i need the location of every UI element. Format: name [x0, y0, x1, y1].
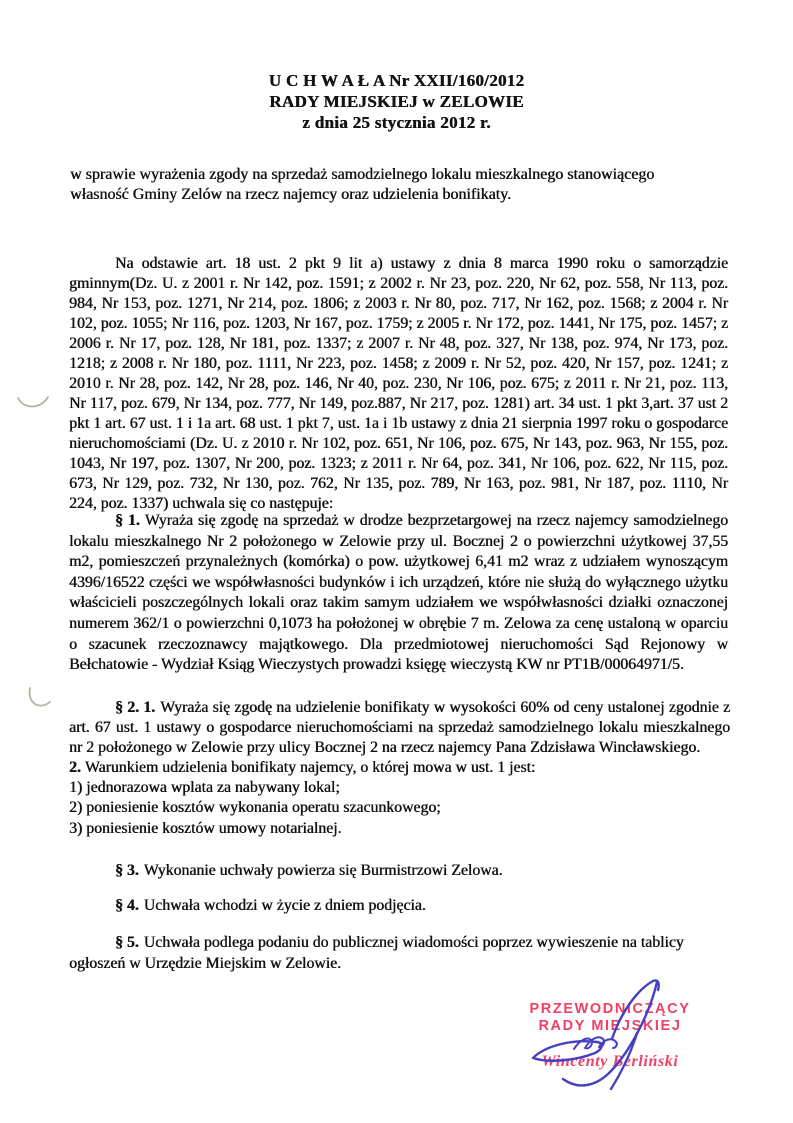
subject-paragraph: w sprawie wyrażenia zgody na sprzedaż samodzielnego lokalu mieszkalnego stanowiącego własność Gminy Zelów na rzecz najemcy oraz udzielenia bonifikaty. [70, 166, 655, 203]
stamp-title-line1: PRZEWODNICZĄCY [529, 1001, 691, 1017]
section-4-marker: § 4. [115, 897, 139, 914]
chairman-name-stamp: Wincenty Berliński [541, 1053, 679, 1070]
resolution-number: U C H W A Ł A Nr XXII/160/2012 [268, 71, 525, 90]
condition-item-3: 3) poniesienie kosztów umowy notarialnej. [69, 819, 342, 837]
resolution-date: z dnia 25 stycznia 2012 r. [302, 113, 491, 132]
condition-item-2: 2) poniesienie kosztów wykonania operatu szacunkowego; [69, 799, 441, 817]
handwritten-signature-ink [500, 960, 793, 1123]
scanner-mark-bottom [22, 685, 54, 711]
legal-basis-paragraph: Na odstawie art. 18 ust. 2 pkt 9 lit a) ustawy z dnia 8 marca 1990 roku o samorządzie gminnym(Dz. U. z 2001 r. Nr 142, poz. 1591; z 2002 r. Nr 23, poz. 220, Nr 62, poz. 558, Nr 113, poz. 984, Nr 153, poz. 1271, Nr 214, poz. 1806; z 2003 r. Nr 80, poz. 717, Nr 162, poz. 1568; z 2004 r. Nr 102, poz. 1055; Nr 116, poz. 1203, Nr 167, poz. 1759; z 2005 r. Nr 172, poz. 1441, Nr 175, poz. 1457; z 2006 r. Nr 17, poz. 128, Nr 181, poz. 1337; z 2007 r. Nr 48, poz. 327, Nr 138, poz. 974, Nr 173, poz. 1218; z 2008 r. Nr 180, poz. 1111, Nr 223, poz. 1458; z 2009 r. Nr 52, poz. 420, Nr 157, poz. 1241; z 2010 r. Nr 28, poz. 142, Nr 28, poz. 146, Nr 40, poz. 230, Nr 106, poz. 675; z 2011 r. Nr 21, poz. 113, Nr 117, poz. 679, Nr 134, poz. 777, Nr 149, poz.887, Nr 217, poz. 1281) art. 34 ust. 1 pkt 3,art. 37 ust 2 pkt 1 art. 67 ust. 1 i 1a art. 68 ust. 1 pkt 7, ust. 1a i 1b ustawy z dnia 21 sierpnia 1997 roku o gospodarce nieruchomościami (Dz. U. z 2010 r. Nr 102, poz. 651, Nr 106, poz. 675, Nr 143, poz. 963, Nr 155, poz. 1043, Nr 197, poz. 1307, Nr 200, poz. 1323; z 2011 r. Nr 64, poz. 341, Nr 106, poz. 622, Nr 115, poz. 673, Nr 129, poz. 732, Nr 130, poz. 762, Nr 135, poz. 789, Nr 163, poz. 981, Nr 187, poz. 1110, Nr 224, poz. 1337) uchwala się co następuje: [69, 255, 728, 512]
section-4 [69, 896, 728, 916]
section-5-text: Uchwała podlega podaniu do publicznej wiadomości poprzez wywieszenie na tablicy ogłoszeń w Urzędzie Miejskim w Zelowie. [69, 934, 684, 972]
section-4-text: Uchwała wchodzi w życie z dniem podjęcia. [143, 897, 426, 914]
condition-item-1: 1) jednorazowa wplata za nabywany lokal; [69, 779, 340, 797]
section-5-marker: § 5. [115, 934, 139, 951]
section-1-marker: § 1. [115, 512, 140, 529]
section-3-marker: § 3. [115, 862, 139, 879]
stamp-title-line2: RADY MIEJSKIEJ [538, 1017, 682, 1034]
section-2-paragraph-2 [69, 758, 730, 778]
section-5 [69, 933, 730, 974]
council-name: RADY MIEJSKIEJ w ZELOWIE [269, 92, 524, 111]
section-1-text: Wyraża się zgodę na sprzedaż w drodze bezprzetargowej na rzecz najemcy samodzielnego lokalu mieszkalnego Nr 2 położonego w Zelowie przy ul. Bocznej 2 o powierzchni użytkowej 37,55 m2, pomieszczeń przynależnych (komórka) o pow. użytkowej 6,41 m2 wraz z udziałem wynoszącym 4396/16522 części we współwłasności budynków i ich urządzeń, które nie służą do wyłącznego użytku właścicieli poszczególnych lokali oraz takim samym udziałem we współwłasności działki oznaczonej numerem 362/1 o powierzchni 0,1073 ha położonej w obrębie 7 m. Zelowa za cenę ustaloną w oparciu o szacunek rzeczoznawcy majątkowego. Dla przedmiotowej nieruchomości Sąd Rejonowy w Bełchatowie - Wydział Ksiąg Wieczystych prowadzi księgę wieczystą KW nr PT1B/00064971/5. [69, 512, 729, 674]
document-title [0, 70, 793, 133]
section-3-text: Wykonanie uchwały powierza się Burmistrzowi Zelowa. [143, 862, 503, 879]
section-2 [69, 698, 730, 839]
section-2-sub2-text: Warunkiem udzielenia bonifikaty najemcy, o której mowa w ust. 1 jest: [84, 759, 536, 777]
section-2-marker: § 2. 1. [115, 699, 156, 716]
section-1 [69, 511, 728, 676]
chairman-stamp [524, 1001, 696, 1034]
section-2-text: Wyraża się zgodę na udzielenie bonifikaty w wysokości 60% od ceny ustalonej zgodnie z art. 67 ust. 1 ustawy o gospodarce nieruchomościami na sprzedaż samodzielnego lokalu mieszkalnego nr 2 położonego w Zelowie przy ulicy Bocznej 2 na rzecz najemcy Pana Zdzisława Wincławskiego. [69, 699, 730, 757]
section-3 [69, 861, 728, 881]
section-2-paragraph-1 [69, 698, 730, 758]
scanner-mark-top [14, 393, 52, 413]
section-2-sub2-marker: 2. [69, 759, 81, 777]
